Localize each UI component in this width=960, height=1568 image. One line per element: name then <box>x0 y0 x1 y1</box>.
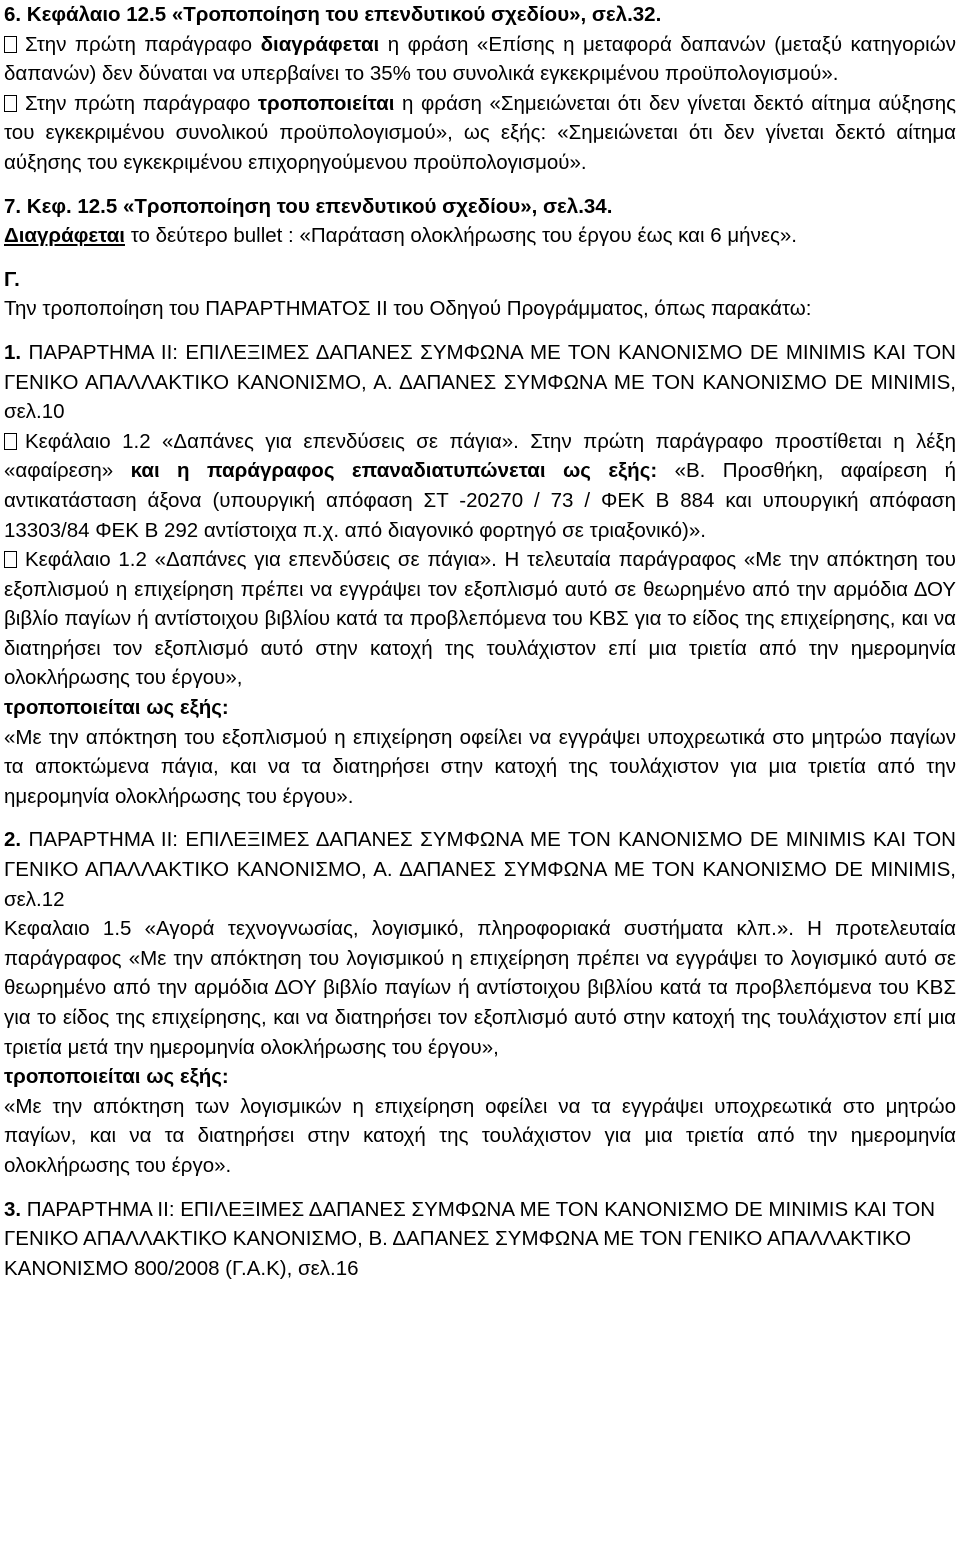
annex-1-change-1: Κεφάλαιο 1.2 «Δαπάνες για επενδύσεις σε πάγια». Στην πρώτη παράγραφο προστίθεται η λέξη «αφαίρεση» και η παράγραφος επαναδιατυπώνεται ως εξής: «Β. Προσθήκη, αφαίρεση ή αντικατάσταση άξονα (υπουργική απόφαση ΣΤ -20270 / 73 / ΦΕΚ Β 884 και υπουργική απόφαση 13303/84 ΦΕΚ Β 292 αντίστοιχα π.χ. από διαγονικό φορτηγό σε τριαξονικό)». <box>4 429 956 542</box>
section-7-body: Διαγράφεται το δεύτερο bullet : «Παράταση ολοκλήρωσης του έργου έως και 6 μήνες». <box>4 224 797 248</box>
annex-2-body: Κεφαλαιο 1.5 «Αγορά τεχνογνωσίας, λογισμικό, πληροφοριακά συστήματα κλπ.». Η προτελευταία παράγραφος «Με την απόκτηση του λογισμικού η επιχείρηση πρέπει να εγγράψει το λογισμικό αυτό σε θεωρημένο από την αρμόδια ΔΟΥ βιβλίο παγίων ή αντίστοιχου βιβλίου κατά τα προβλεπόμενα του ΚΒΣ για το είδος της επιχείρησης, και να διατηρήσει τον εξοπλισμό αυτό στην κατοχή της τουλάχιστον επί μια τριετία μετά την ημερομηνία ολοκλήρωσης του έργου», <box>4 917 956 1059</box>
section-g-text: Την τροποποίηση του ΠΑΡΑΡΤΗΜΑΤΟΣ ΙΙ του Οδηγού Προγράμματος, όπως παρακάτω: <box>4 297 812 321</box>
annex-3-heading: 3. ΠΑΡΑΡΤΗΜΑ ΙΙ: ΕΠΙΛΕΞΙΜΕΣ ΔΑΠΑΝΕΣ ΣΥΜΦΩΝΑ ΜΕ ΤΟΝ ΚΑΝΟΝΙΣΜΟ DE MINIMIS ΚΑΙ ΤΟΝ ΓΕΝΙΚΟ ΑΠΑΛΛΑΚΤΙΚΟ ΚΑΝΟΝΙΣΜΟ, Β. ΔΑΠΑΝΕΣ ΣΥΜΦΩΝΑ ΜΕ ΤΟΝ ΓΕΝΙΚΟ ΑΠΑΛΛΑΚΤΙΚΟ ΚΑΝΟΝΙΣΜΟ 800/2008 (Γ.Α.Κ), σελ.16 <box>4 1197 936 1280</box>
annex-1-modified-label: τροποποιείται ως εξής: <box>4 696 229 720</box>
section-7-title: 7. Κεφ. 12.5 «Τροποποίηση του επενδυτικού σχεδίου», σελ.34. <box>4 194 613 218</box>
annex-2-heading: 2. ΠΑΡΑΡΤΗΜΑ ΙΙ: ΕΠΙΛΕΞΙΜΕΣ ΔΑΠΑΝΕΣ ΣΥΜΦΩΝΑ ΜΕ ΤΟΝ ΚΑΝΟΝΙΣΜΟ DE MINIMIS ΚΑΙ ΤΟΝ ΓΕΝΙΚΟ ΑΠΑΛΛΑΚΤΙΚΟ ΚΑΝΟΝΙΣΜΟ, Α. ΔΑΠΑΝΕΣ ΣΥΜΦΩΝΑ ΜΕ ΤΟΝ ΚΑΝΟΝΙΣΜΟ DE MINIMIS, σελ.12 <box>4 828 956 911</box>
bullet-box-icon <box>4 551 17 568</box>
bullet-box-icon <box>4 95 17 112</box>
section-6-bullet-2: Στην πρώτη παράγραφο τροποποιείται η φράση «Σημειώνεται ότι δεν γίνεται δεκτό αίτημα αύξησης του εγκεκριμένου συνολικού προϋπολογισμού», ως εξής: «Σημειώνεται ότι δεν γίνεται δεκτό αίτημα αύξησης του εγκεκριμένου επιχορηγούμενου προϋπολογισμού». <box>4 91 956 174</box>
section-g-letter: Γ. <box>4 267 20 291</box>
annex-1-change-2: Κεφάλαιο 1.2 «Δαπάνες για επενδύσεις σε πάγια». Η τελευταία παράγραφος «Με την απόκτηση του εξοπλισμού η επιχείρηση πρέπει να εγγράψει τον εξοπλισμό αυτό σε θεωρημένο από την αρμόδια ΔΟΥ βιβλίο παγίων ή αντίστοιχου βιβλίου κατά τα προβλεπόμενα του ΚΒΣ για το είδος της επιχείρησης, και να διατηρήσει τον εξοπλισμό αυτό στην κατοχή της τουλάχιστον επί μια τριετία από την ημερομηνία ολοκλήρωσης του έργου», <box>4 548 956 690</box>
bullet-box-icon <box>4 36 17 53</box>
section-6-title: 6. Κεφάλαιο 12.5 «Τροποποίηση του επενδυτικού σχεδίου», σελ.32. <box>4 3 662 26</box>
bullet-box-icon <box>4 433 17 450</box>
annex-1-modified-text: «Με την απόκτηση του εξοπλισμού η επιχείρηση οφείλει να εγγράψει υποχρεωτικά στο μητρώο παγίων τα αποκτώμενα πάγια, και να τα διατηρήσει στην κατοχή της τουλάχιστον για μια τριετία από την ημερομηνία ολοκλήρωσης του έργου». <box>4 725 956 808</box>
annex-2-modified-label: τροποποιείται ως εξής: <box>4 1065 229 1089</box>
annex-2-modified-text: «Με την απόκτηση των λογισμικών η επιχείρηση οφείλει να τα εγγράψει υποχρεωτικά στο μητρώο παγίων, και να τα διατηρήσει στην κατοχή της τουλάχιστον για μια τριετία από την ημερομηνία ολοκλήρωσης του έργο». <box>4 1094 956 1177</box>
annex-1-heading: 1. ΠΑΡΑΡΤΗΜΑ ΙΙ: ΕΠΙΛΕΞΙΜΕΣ ΔΑΠΑΝΕΣ ΣΥΜΦΩΝΑ ΜΕ ΤΟΝ ΚΑΝΟΝΙΣΜΟ DE MINIMIS ΚΑΙ ΤΟΝ ΓΕΝΙΚΟ ΑΠΑΛΛΑΚΤΙΚΟ ΚΑΝΟΝΙΣΜΟ, Α. ΔΑΠΑΝΕΣ ΣΥΜΦΩΝΑ ΜΕ ΤΟΝ ΚΑΝΟΝΙΣΜΟ DE MINIMIS, σελ.10 <box>4 340 956 424</box>
section-6-bullet-1: Στην πρώτη παράγραφο διαγράφεται η φράση «Επίσης η μεταφορά δαπανών (μεταξύ κατηγοριών δαπανών) δεν δύναται να υπερβαίνει το 35% του συνολικά εγκεκριμένου προϋπολογισμού». <box>4 32 956 86</box>
